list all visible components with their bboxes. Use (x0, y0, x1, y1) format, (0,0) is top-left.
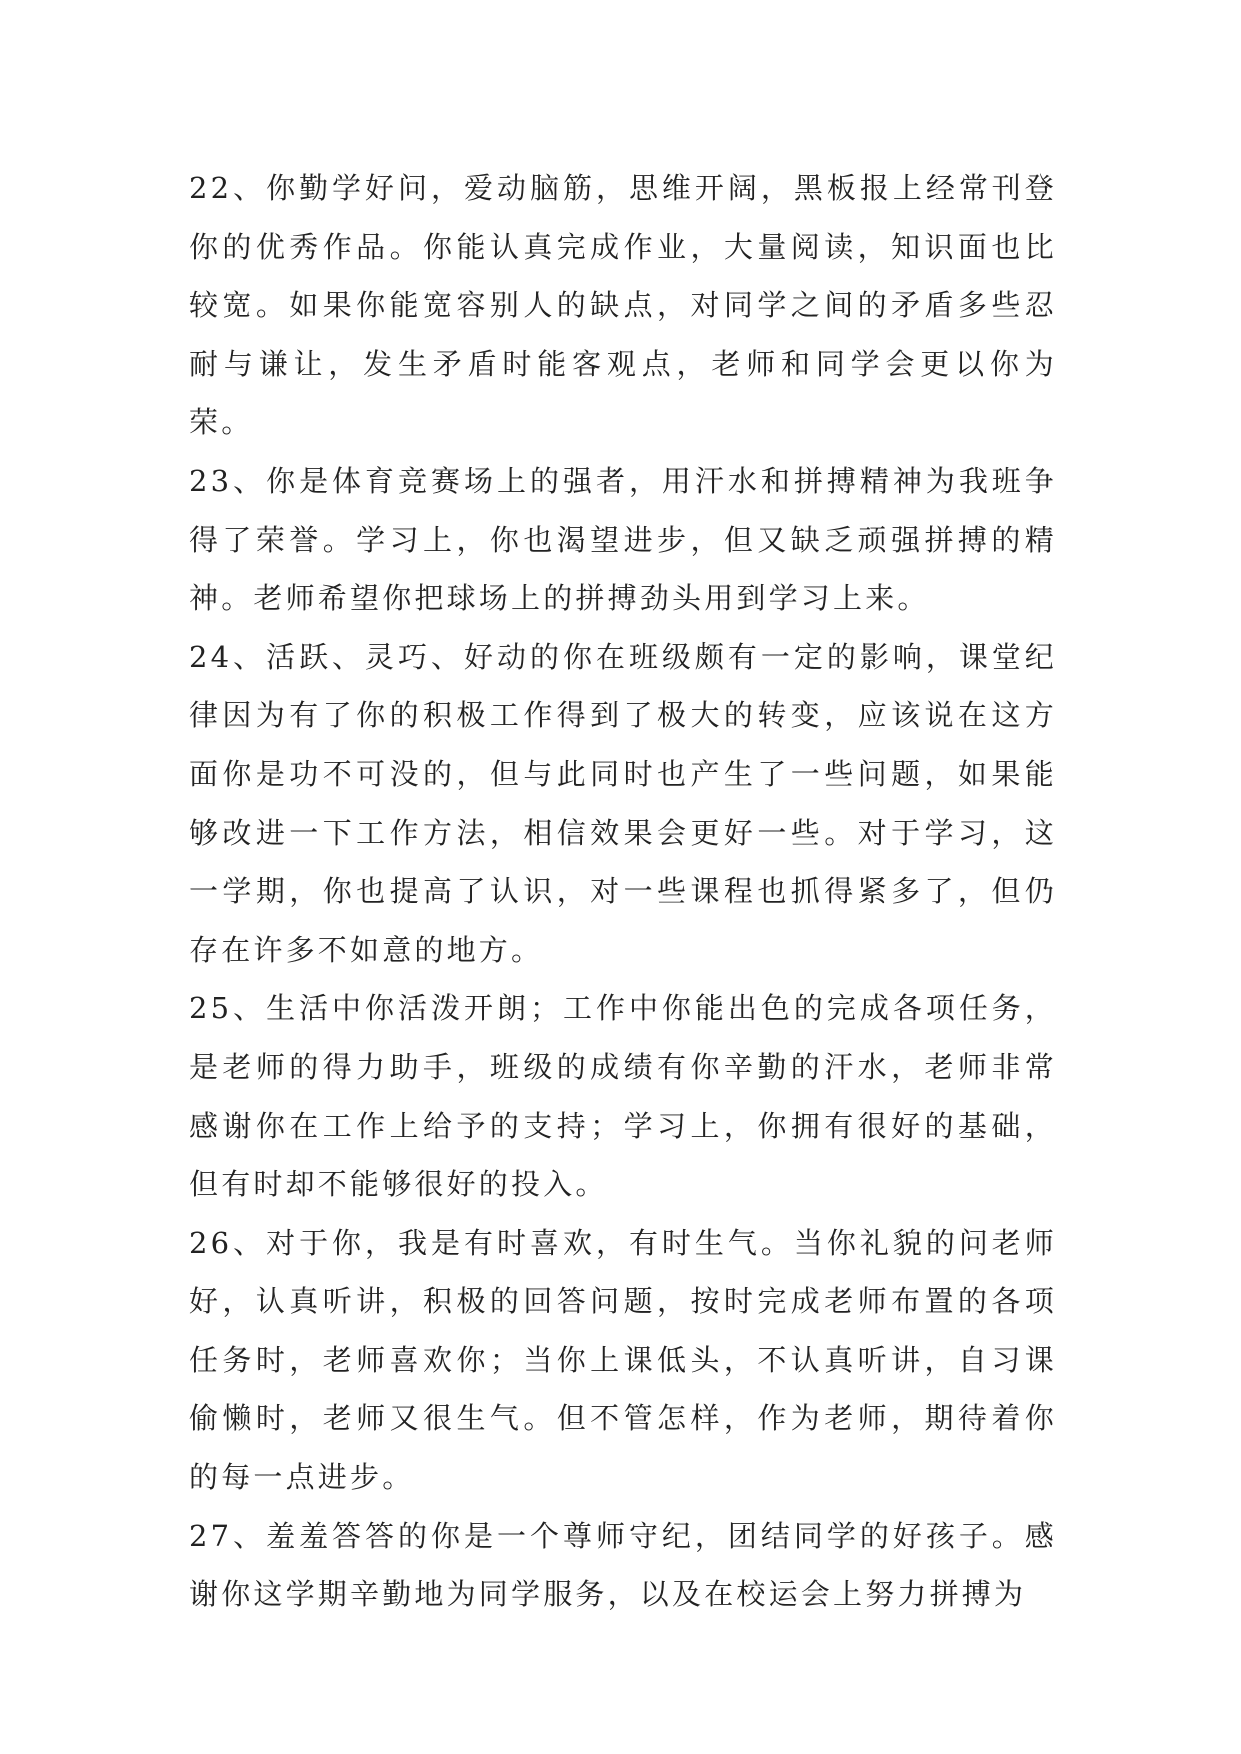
comment-27: 27、羞羞答答的你是一个尊师守纪，团结同学的好孩子。感谢你这学期辛勤地为同学服务，以及在校运会上努力拼搏为 (189, 1518, 1057, 1612)
comment-24: 24、活跃、灵巧、好动的你在班级颇有一定的影响，课堂纪律因为有了你的积极工作得到了极大的转变，应该说在这方面你是功不可没的，但与此同时也产生了一些问题，如果能够改进一下工作方法，相信效果会更好一些。对于学习，这一学期，你也提高了认识，对一些课程也抓得紧多了，但仍存在许多不如意的地方。 (189, 639, 1057, 967)
comment-23: 23、你是体育竞赛场上的强者，用汗水和拼搏精神为我班争得了荣誉。学习上，你也渴望进步，但又缺乏顽强拼搏的精神。老师希望你把球场上的拼搏劲头用到学习上来。 (189, 463, 1057, 616)
comment-list (189, 159, 1057, 1624)
comment-25: 25、生活中你活泼开朗；工作中你能出色的完成各项任务，是老师的得力助手，班级的成绩有你辛勤的汗水，老师非常感谢你在工作上给予的支持；学习上，你拥有很好的基础，但有时却不能够很好的投入。 (189, 991, 1057, 1202)
comment-22: 22、你勤学好问，爱动脑筋，思维开阔，黑板报上经常刊登你的优秀作品。你能认真完成作业，大量阅读，知识面也比较宽。如果你能宽容别人的缺点，对同学之间的矛盾多些忍耐与谦让，发生矛盾时能客观点，老师和同学会更以你为荣。 (189, 171, 1057, 440)
comment-26: 26、对于你，我是有时喜欢，有时生气。当你礼貌的问老师好，认真听讲，积极的回答问题，按时完成老师布置的各项任务时，老师喜欢你；当你上课低头，不认真听讲，自习课偷懒时，老师又很生气。但不管怎样，作为老师，期待着你的每一点进步。 (189, 1225, 1057, 1495)
